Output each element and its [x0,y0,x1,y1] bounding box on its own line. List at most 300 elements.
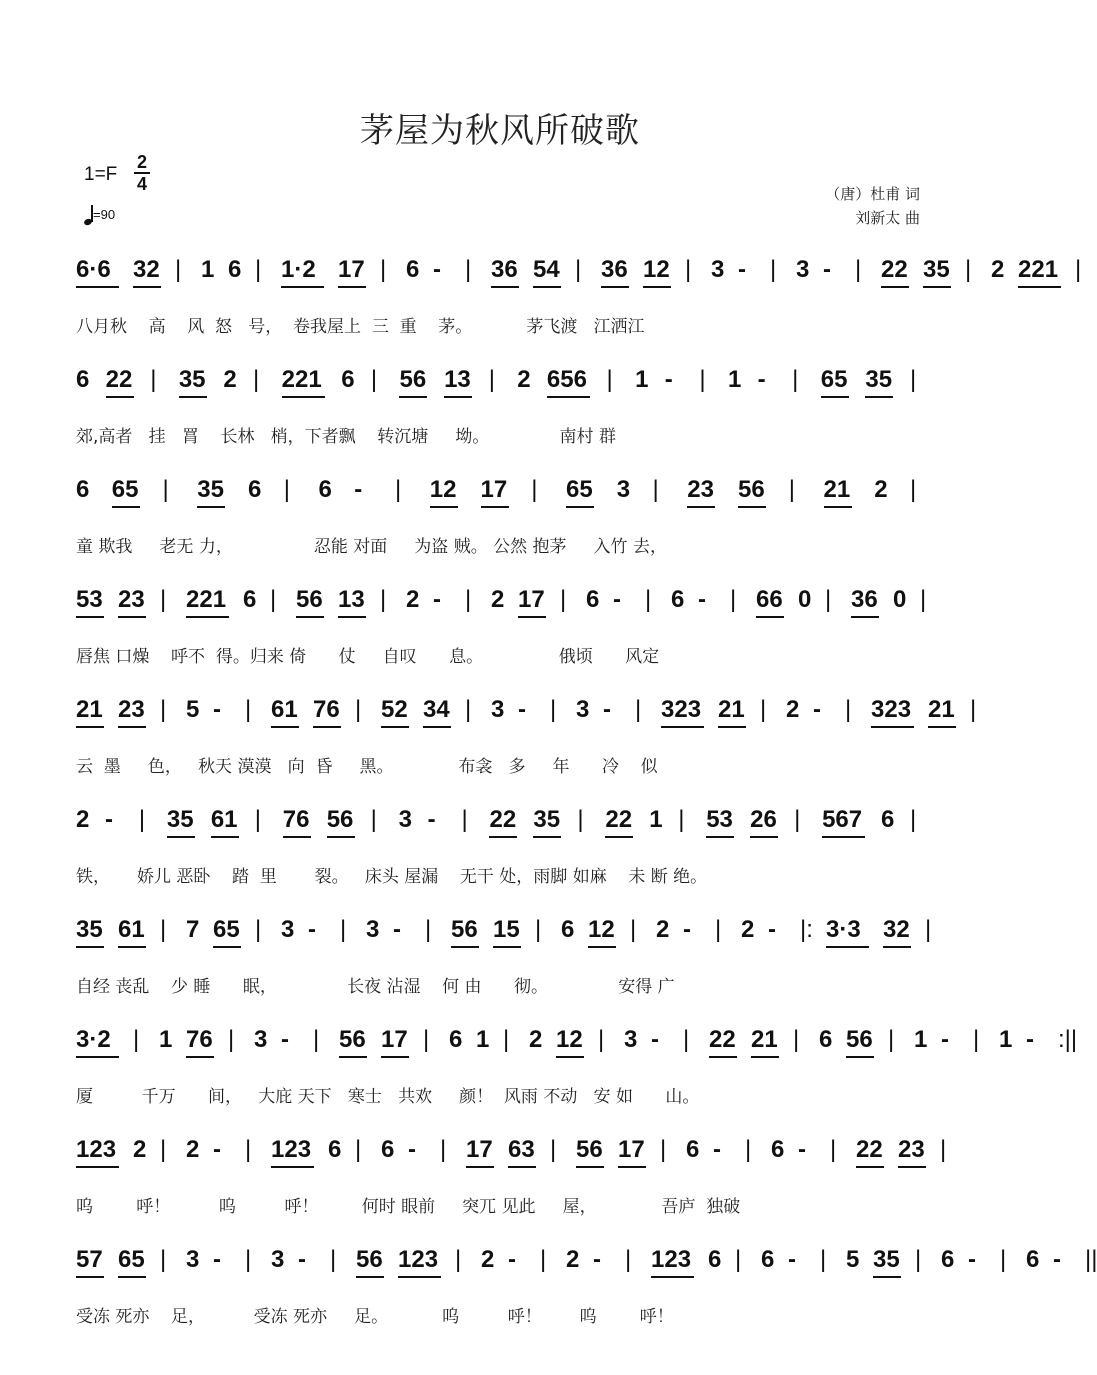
note-group: 53 [76,586,103,613]
barline: | [645,586,652,613]
barline: | [133,1026,140,1053]
note-group: 56 [576,1136,603,1163]
lyric-row: 郊,高者 挂 罥 长林 梢，下者飘 转沉塘 坳。 南村 群 [76,427,616,447]
note-group: 66 [756,586,783,613]
barline: | [915,1246,922,1273]
note-group: 17 [466,1136,493,1163]
note-group: 36 [851,586,878,613]
score-line [0,350,1000,460]
barline: | [162,476,169,503]
note-group: 35 [865,366,893,393]
note-group: 1 [649,806,663,833]
beam-underline [76,1166,119,1168]
barline: | [678,806,685,833]
dash: - [664,366,673,393]
barline: | [910,366,917,393]
note-group: 22 [881,256,908,283]
beam-underline [826,946,869,948]
note-group: 6 [708,1246,722,1273]
note-group: 6 [1026,1246,1040,1273]
note-group: 56 [296,586,323,613]
barline: | [685,256,692,283]
note-group: 23 [898,1136,925,1163]
beam-underline [381,726,409,728]
barline: | [160,1136,167,1163]
barline: | [160,586,167,613]
barline: | [175,256,182,283]
beam-underline [687,506,715,508]
beam-underline [281,286,324,288]
beam-underline [824,506,852,508]
beam-underline [271,1166,314,1168]
beam-underline [865,396,893,398]
lyric-row: 铁， 娇儿 恶卧 踏 里 裂。 床头 屋漏 无干 处，雨脚 如麻 未 断 绝。 [76,867,708,887]
note-group: 6 [941,1246,955,1273]
barline: | [283,476,290,503]
note-group: 65 [213,916,240,943]
barline: | [770,256,777,283]
note-group: 123 [76,1136,117,1163]
barline: | [245,696,252,723]
dash: - [738,256,746,283]
barline: || [1085,1246,1097,1273]
barline: | [488,366,495,393]
notation-row [0,900,1000,960]
barline: | [355,1136,362,1163]
meter-bottom: 4 [136,174,147,194]
note-group: 3 [624,1026,638,1053]
note-group: 12 [556,1026,583,1053]
dash: - [104,806,113,833]
note-group: 65 [820,366,848,393]
barline: | [550,1136,557,1163]
notation-row [0,350,1000,410]
barline: | [845,696,852,723]
barline: | [910,476,917,503]
beam-underline [661,726,704,728]
meter-top: 2 [136,152,147,172]
barline: | [970,696,977,723]
score-title: 茅屋为秋风所破歌 [360,111,640,151]
barline: | [395,476,402,503]
note-group: 56 [339,1026,366,1053]
barline: | [652,476,659,503]
tempo-value: =90 [93,207,116,222]
dash: - [603,696,611,723]
note-group: 3·3 [826,916,861,943]
lyric-row: 八月秋 高 风 怒 号， 卷我屋上 三 重 茅。 茅飞渡 江洒江 [76,317,645,337]
note-group: 6 [243,586,257,613]
beam-underline [718,726,746,728]
score-line [0,1010,1078,1120]
note-group: 3 [616,476,631,503]
note-group: 2 [133,1136,147,1163]
note-group: 1 [999,1026,1013,1053]
time-signature [132,152,152,194]
beam-underline [76,616,104,618]
note-group: 52 [381,696,408,723]
beam-underline [547,396,590,398]
beam-underline [709,1056,737,1058]
notation-row [0,680,1000,740]
beam-underline [738,506,766,508]
beam-underline [493,946,521,948]
note-group: 61 [118,916,145,943]
dash: - [213,696,221,723]
barline: | [888,1026,895,1053]
barline: | [254,806,262,833]
note-group: 63 [508,1136,535,1163]
dash: - [651,1026,659,1053]
note-group: 6·6 [76,256,111,283]
barline: | [792,366,799,393]
barline: | [228,1026,235,1053]
note-group: 567 [822,806,863,833]
dash: - [757,366,766,393]
note-group: 3 [398,806,412,833]
note-group: 2 [517,366,531,393]
beam-underline [76,1056,119,1058]
barline: | [330,1246,337,1273]
lyric-row: 受冻 死亦 足， 受冻 死亦 足。 呜 呼！ 呜 呼！ [76,1307,674,1327]
note-group: 6 [248,476,262,503]
lyric-row: 唇焦 口燥 呼不 得。归来 倚 仗 自叹 息。 俄顷 风定 [76,647,660,667]
note-group: 1 [727,366,742,393]
note-group: 21 [751,1026,778,1053]
beam-underline [651,1276,694,1278]
score-line [0,1120,1000,1230]
notation-row [0,1120,1000,1180]
beam-underline [423,726,451,728]
barline: | [830,1136,837,1163]
note-group: 56 [356,1246,383,1273]
dash: - [683,916,691,943]
note-group: 56 [399,366,427,393]
barline: | [910,806,917,833]
barline: | [253,366,260,393]
barline: | [160,916,167,943]
quarter-note-icon [84,205,93,225]
note-group: 3 [271,1246,285,1273]
barline: | [820,1246,827,1273]
note-group: 17 [381,1026,408,1053]
beam-underline [76,286,119,288]
note-group: 56 [846,1026,873,1053]
note-group: 6 [449,1026,463,1053]
beam-underline [846,1056,874,1058]
barline: | [150,366,157,393]
score-line [0,1230,1097,1340]
barline: | [683,1026,690,1053]
note-group: 3 [186,1246,200,1273]
beam-underline [271,726,299,728]
note-group: 76 [313,696,340,723]
beam-underline [533,836,561,838]
barline: | [715,916,722,943]
note-group: 323 [661,696,702,723]
note-group: 2 [406,586,420,613]
beam-underline [133,286,161,288]
note-group: 2 [481,1246,495,1273]
barline: | [245,1136,252,1163]
note-group: 6 [761,1246,775,1273]
beam-underline [179,396,207,398]
beam-underline [186,616,229,618]
beam-underline [118,946,146,948]
dash: - [354,476,363,503]
beam-underline [881,286,909,288]
note-group: 123 [398,1246,439,1273]
beam-underline [76,726,104,728]
beam-underline [444,396,472,398]
notation-row [0,1230,1097,1290]
barline: | [540,1246,547,1273]
beam-underline [618,1166,646,1168]
barline: | [465,256,472,283]
barline: | [370,806,377,833]
note-group: 221 [186,586,227,613]
note-group: 35 [923,256,950,283]
credits [825,182,920,230]
beam-underline [430,506,458,508]
note-group: 2 [566,1246,580,1273]
note-group: 123 [271,1136,312,1163]
note-group: 32 [133,256,160,283]
score-line [0,680,1000,790]
note-group: 656 [546,366,587,393]
dash: - [941,1026,949,1053]
beam-underline [76,946,104,948]
note-group: 5 [846,1246,860,1273]
note-group: 76 [186,1026,213,1053]
dash: - [713,1136,721,1163]
note-group: 0 [798,586,812,613]
note-group: 13 [338,586,365,613]
barline: | [340,916,347,943]
lyric-row: 自经 丧乱 少 睡 眠， 长夜 沾湿 何 由 彻。 安得 广 [76,977,675,997]
beam-underline [1018,286,1061,288]
note-group: 15 [493,916,520,943]
note-group: 35 [76,916,103,943]
note-group: 65 [111,476,139,503]
barline: | [531,476,538,503]
beam-underline [118,616,146,618]
dash: - [518,696,526,723]
note-group: 221 [281,366,322,393]
note-group: 76 [282,806,310,833]
barline: | [270,586,277,613]
beam-underline [643,286,671,288]
dash: - [408,1136,416,1163]
barline: | [598,1026,605,1053]
barline: | [925,916,932,943]
note-group: 32 [883,916,910,943]
dash: - [508,1246,516,1273]
note-group: 53 [706,806,733,833]
note-group: 22 [105,366,133,393]
beam-underline [313,726,341,728]
beam-underline [466,1166,494,1168]
dash: - [433,256,441,283]
dash: - [593,1246,601,1273]
beam-underline [118,1276,146,1278]
beam-underline [106,396,134,398]
note-group: 3 [576,696,590,723]
note-group: 26 [750,806,777,833]
dash: - [308,916,316,943]
lyric-row: 厦 千万 间， 大庇 天下 寒士 共欢 颜！ 风雨 不动 安 如 山。 [76,1087,700,1107]
dash: - [427,806,436,833]
note-group: 21 [718,696,745,723]
note-group: 22 [709,1026,736,1053]
note-group: 2 [991,256,1005,283]
note-group: 0 [893,586,907,613]
score-line [0,460,1000,570]
note-group: 22 [605,806,633,833]
key-signature: 1=F [84,164,118,185]
note-group: 1 [201,256,215,283]
barline: | [550,696,557,723]
beam-underline [533,286,561,288]
barline: | [606,366,613,393]
note-group: 56 [326,806,354,833]
barline: | [625,1246,632,1273]
note-group: 2 [786,696,800,723]
barline: | [423,1026,430,1053]
barline: | [965,256,972,283]
barline: | [788,476,795,503]
barline: | [794,806,801,833]
beam-underline [381,1056,409,1058]
note-group: 6 [819,1026,833,1053]
notation-row [0,570,1000,630]
barline: | [425,916,432,943]
barline: | [465,586,472,613]
note-group: 56 [738,476,765,503]
note-group: 2 [656,916,670,943]
note-group: 6 [228,256,242,283]
note-group: 6 [671,586,685,613]
dash: - [1026,1026,1034,1053]
barline: | [380,256,387,283]
barline: | [313,1026,320,1053]
dash: - [968,1246,976,1273]
beam-underline [751,1056,779,1058]
note-group: 6 [76,476,90,503]
dash: - [788,1246,796,1273]
note-group: 22 [489,806,517,833]
note-group: 6 [881,806,895,833]
barline: | [1075,256,1082,283]
dash: - [798,1136,806,1163]
note-group: 35 [197,476,224,503]
barline: | [825,586,832,613]
beam-underline [398,1276,441,1278]
note-group: 21 [928,696,955,723]
beam-underline [566,506,594,508]
note-group: 12 [429,476,457,503]
note-group: 17 [338,256,365,283]
beam-underline [856,1166,884,1168]
barline: | [973,1026,980,1053]
lyric-row: 童 欺我 老无 力， 忍能 对面 为盗 贼。 公然 抱茅 入竹 去， [76,537,667,557]
dash: - [393,916,401,943]
barline: | [660,1136,667,1163]
beam-underline [481,506,509,508]
beam-underline [756,616,784,618]
barline: | [1000,1246,1007,1273]
beam-underline [898,1166,926,1168]
score-line [0,240,1082,350]
beam-underline [112,506,140,508]
note-group: 5 [186,696,200,723]
barline: | [730,586,737,613]
note-group: 3 [281,916,295,943]
notation-row [0,460,1000,520]
dash: - [213,1136,221,1163]
note-group: 2 [76,806,90,833]
note-group: 2 [186,1136,200,1163]
note-group: 6 [381,1136,395,1163]
barline: | [370,366,378,393]
note-group: 36 [491,256,518,283]
score-line [0,570,1000,680]
beam-underline [605,836,633,838]
note-group: 1 [914,1026,928,1053]
note-group: 65 [118,1246,145,1273]
note-group: 3 [711,256,725,283]
barline: | [503,1026,510,1053]
beam-underline [883,946,911,948]
beam-underline [601,286,629,288]
beam-underline [338,286,366,288]
barline: | [793,1026,800,1053]
note-group: 35 [873,1246,900,1273]
barline: | [465,696,472,723]
barline: | [630,916,637,943]
barline: | [735,1246,742,1273]
dash: - [298,1246,306,1273]
beam-underline [186,1056,214,1058]
dash: - [613,586,621,613]
barline: | [245,1246,252,1273]
barline: | [855,256,862,283]
beam-underline [213,946,241,948]
note-group: 65 [566,476,593,503]
dash: - [433,586,441,613]
note-group: 221 [1018,256,1059,283]
note-group: 2 [874,476,888,503]
beam-underline [928,726,956,728]
beam-underline [518,616,546,618]
beam-underline [282,396,325,398]
note-group: 57 [76,1246,103,1273]
beam-underline [871,726,914,728]
note-group: 1·2 [281,256,316,283]
beam-underline [211,836,239,838]
note-group: 21 [76,696,103,723]
notation-row [0,240,1082,300]
beam-underline [451,946,479,948]
barline: | [699,366,706,393]
dash: - [213,1246,221,1273]
note-group: 2 [529,1026,543,1053]
note-group: 7 [186,916,200,943]
barline: | [255,916,262,943]
beam-underline [76,1276,104,1278]
barline: | [760,696,767,723]
dash: - [698,586,706,613]
